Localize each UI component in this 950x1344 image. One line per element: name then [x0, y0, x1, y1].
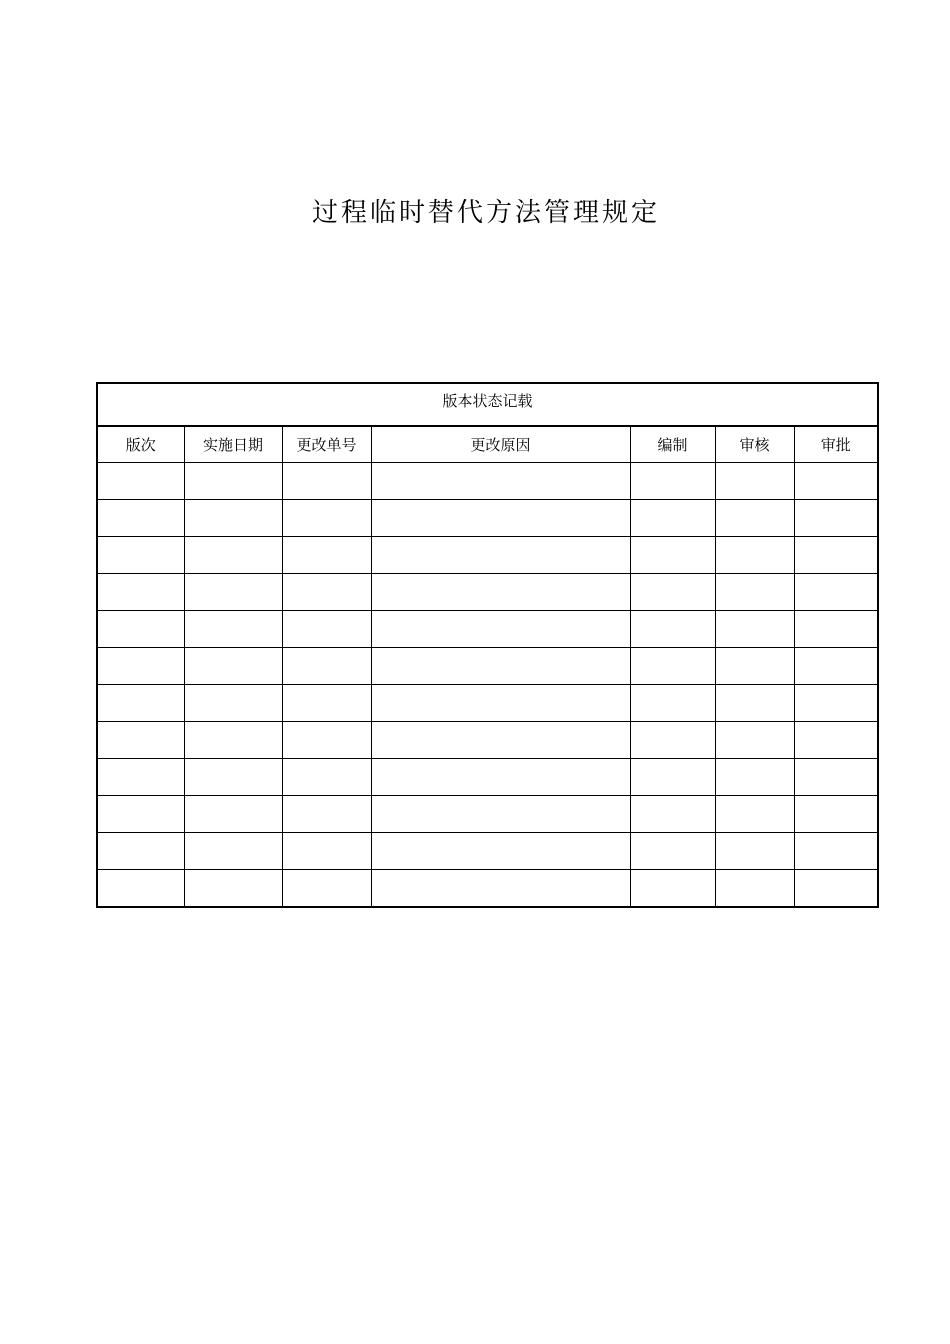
table-cell: [282, 759, 371, 796]
column-header-prepared-by: 编制: [630, 426, 715, 463]
table-row: [97, 796, 878, 833]
table-cell: [715, 722, 794, 759]
table-cell: [630, 574, 715, 611]
table-cell: [97, 611, 184, 648]
table-cell: [184, 611, 282, 648]
table-cell: [794, 574, 878, 611]
table-cell: [184, 759, 282, 796]
table-cell: [282, 463, 371, 500]
column-header-version: 版次: [97, 426, 184, 463]
table-cell: [371, 796, 630, 833]
table-caption-row: [97, 383, 878, 426]
table-cell: [371, 870, 630, 908]
table-row: [97, 574, 878, 611]
table-row: [97, 648, 878, 685]
table-cell: [715, 648, 794, 685]
table-cell: [794, 759, 878, 796]
table-cell: [794, 722, 878, 759]
table-cell: [282, 611, 371, 648]
table-cell: [794, 796, 878, 833]
table-cell: [630, 648, 715, 685]
table-cell: [630, 722, 715, 759]
table-cell: [715, 463, 794, 500]
column-header-change-reason: 更改原因: [371, 426, 630, 463]
table-cell: [282, 574, 371, 611]
column-header-change-number: 更改单号: [282, 426, 371, 463]
table-caption: 版本状态记载: [97, 383, 878, 426]
table-cell: [794, 685, 878, 722]
table-row: [97, 537, 878, 574]
table-cell: [97, 463, 184, 500]
table-cell: [97, 574, 184, 611]
table-cell: [97, 870, 184, 908]
column-header-approved-by: 审批: [794, 426, 878, 463]
table-cell: [184, 463, 282, 500]
table-cell: [715, 574, 794, 611]
table-cell: [630, 463, 715, 500]
table-cell: [715, 833, 794, 870]
table-row: [97, 833, 878, 870]
table-cell: [630, 759, 715, 796]
table-cell: [184, 870, 282, 908]
column-header-effective-date: 实施日期: [184, 426, 282, 463]
table-cell: [97, 833, 184, 870]
table-row: [97, 722, 878, 759]
table-cell: [184, 500, 282, 537]
table-cell: [715, 870, 794, 908]
table-header-row: [97, 426, 878, 463]
table-cell: [97, 722, 184, 759]
table-row: [97, 463, 878, 500]
table-cell: [184, 833, 282, 870]
table-cell: [97, 759, 184, 796]
table-cell: [97, 537, 184, 574]
table-cell: [630, 500, 715, 537]
table-cell: [794, 611, 878, 648]
table-cell: [371, 611, 630, 648]
table-cell: [630, 833, 715, 870]
table-cell: [184, 574, 282, 611]
table-cell: [282, 537, 371, 574]
table-row: [97, 870, 878, 908]
table-cell: [371, 500, 630, 537]
document-title: 过程临时替代方法管理规定: [311, 198, 660, 228]
table-cell: [282, 870, 371, 908]
table-cell: [97, 648, 184, 685]
table-cell: [794, 500, 878, 537]
table-cell: [371, 685, 630, 722]
table-cell: [630, 611, 715, 648]
table-cell: [282, 648, 371, 685]
table-cell: [715, 759, 794, 796]
table-cell: [715, 796, 794, 833]
table-cell: [794, 463, 878, 500]
table-cell: [371, 574, 630, 611]
table-cell: [794, 648, 878, 685]
table-cell: [794, 833, 878, 870]
table-cell: [371, 648, 630, 685]
table-cell: [97, 796, 184, 833]
column-header-reviewed-by: 审核: [715, 426, 794, 463]
table-cell: [184, 648, 282, 685]
table-cell: [715, 537, 794, 574]
table-cell: [282, 685, 371, 722]
table-cell: [794, 870, 878, 908]
table-cell: [715, 685, 794, 722]
table-cell: [184, 537, 282, 574]
table-cell: [715, 500, 794, 537]
table-cell: [371, 759, 630, 796]
table-row: [97, 685, 878, 722]
table-cell: [97, 500, 184, 537]
table-cell: [630, 685, 715, 722]
table-cell: [371, 537, 630, 574]
table-row: [97, 611, 878, 648]
table-cell: [282, 722, 371, 759]
table-cell: [282, 833, 371, 870]
table-cell: [184, 685, 282, 722]
table-cell: [282, 500, 371, 537]
table-cell: [371, 722, 630, 759]
table-cell: [630, 796, 715, 833]
table-cell: [282, 796, 371, 833]
table-cell: [715, 611, 794, 648]
table-cell: [630, 537, 715, 574]
table-cell: [97, 685, 184, 722]
table-cell: [371, 463, 630, 500]
table-cell: [794, 537, 878, 574]
table-cell: [371, 833, 630, 870]
table-row: [97, 759, 878, 796]
table-cell: [630, 870, 715, 908]
table-row: [97, 500, 878, 537]
table-cell: [184, 796, 282, 833]
version-record-table: [96, 382, 879, 908]
table-cell: [184, 722, 282, 759]
